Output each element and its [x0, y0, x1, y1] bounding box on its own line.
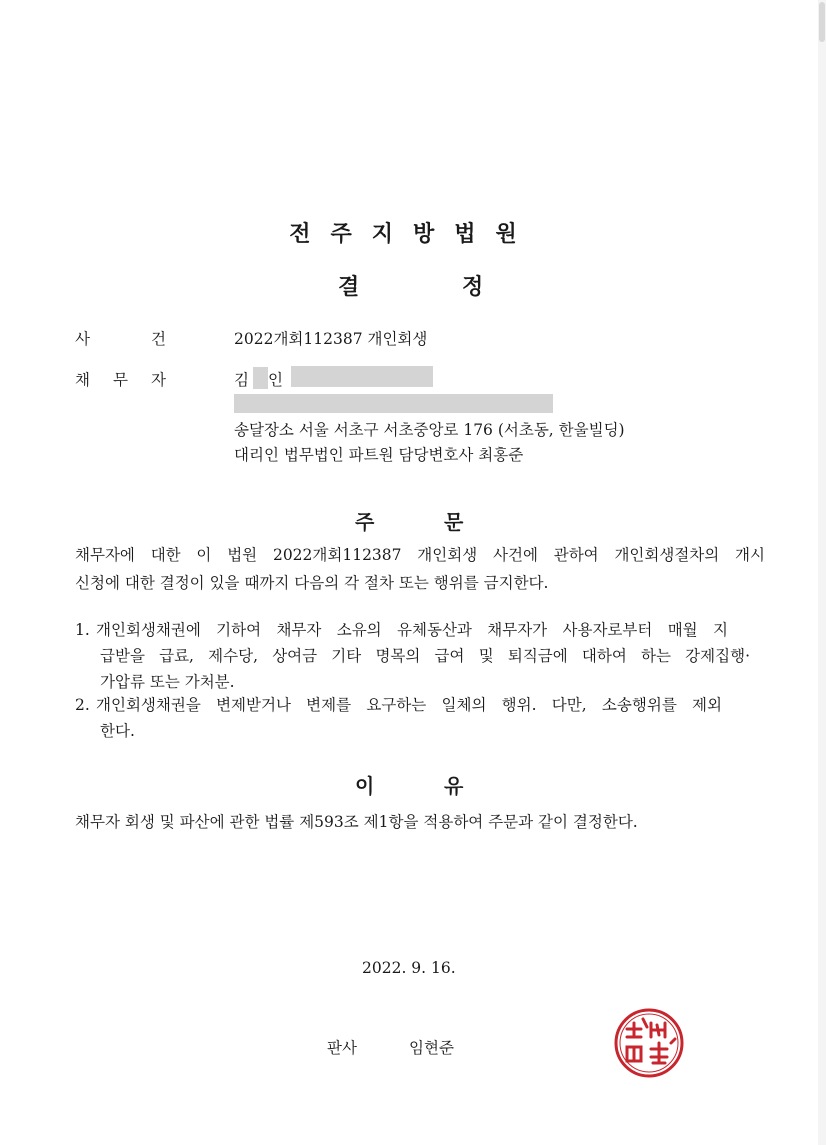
- order-item-1-line-1: 개인회생채권에 기하여 채무자 소유의 유체동산과 채무자가 사용자로부터 매월 지: [96, 621, 728, 639]
- decision-date: 2022. 9. 16.: [362, 959, 456, 977]
- id-redaction: [291, 366, 433, 387]
- scrollbar-thumb[interactable]: [819, 2, 825, 42]
- order-heading-second: 문: [444, 510, 464, 534]
- court-seal-icon: [613, 1007, 685, 1079]
- name-redaction: [253, 367, 268, 389]
- judge-title: 판사: [327, 1039, 357, 1057]
- order-item-1-line-2: 급받을 급료, 제수당, 상여금 기타 명목의 급여 및 퇴직금에 대하여 하는 강제집행·: [100, 647, 750, 665]
- order-item-2: [96, 692, 722, 744]
- judge-name: 임현준: [409, 1039, 454, 1057]
- address-redaction: [234, 394, 553, 413]
- order-intro-line-1: 채무자에 대한 이 법원 2022개회112387 개인회생 사건에 관하여 개인회생절차의 개시: [75, 546, 765, 564]
- reason-heading-first: 이: [355, 774, 375, 798]
- order-intro: [75, 541, 765, 597]
- reason-text: 채무자 회생 및 파산에 관한 법률 제593조 제1항을 적용하여 주문과 같이 결정한다.: [75, 813, 638, 831]
- scrollbar-track[interactable]: [818, 0, 826, 1145]
- debtor-label-2: 무: [113, 371, 128, 389]
- debtor-label-1: 채: [75, 371, 90, 389]
- reason-heading-second: 유: [444, 774, 464, 798]
- order-item-1-number: 1.: [75, 621, 90, 639]
- case-number: 2022개회112387 개인회생: [234, 330, 428, 348]
- debtor-name-first: 김: [234, 371, 249, 389]
- document-type-second-char: 정: [462, 275, 484, 300]
- court-name: 전주지방법원: [289, 222, 537, 247]
- service-address: 송달장소 서울 서초구 서초중앙로 176 (서초동, 한울빌딩): [234, 421, 625, 439]
- debtor-label-3: 자: [151, 371, 166, 389]
- debtor-name-last: 인: [268, 371, 283, 389]
- legal-agent: 대리인 법무법인 파트원 담당변호사 최홍준: [234, 446, 524, 464]
- order-heading-first: 주: [355, 510, 375, 534]
- order-item-1: [96, 617, 750, 695]
- order-item-2-line-2: 한다.: [100, 722, 135, 740]
- order-intro-line-2: 신청에 대한 결정이 있을 때까지 다음의 각 절차 또는 행위를 금지한다.: [75, 574, 549, 592]
- order-item-2-number: 2.: [75, 696, 90, 714]
- order-item-2-line-1: 개인회생채권을 변제받거나 변제를 요구하는 일체의 행위. 다만, 소송행위를 제외: [96, 696, 722, 714]
- order-item-1-line-3: 가압류 또는 가처분.: [100, 673, 235, 691]
- document-type-first-char: 결: [338, 275, 360, 300]
- case-label-first: 사: [75, 330, 90, 348]
- case-label-second: 건: [151, 330, 166, 348]
